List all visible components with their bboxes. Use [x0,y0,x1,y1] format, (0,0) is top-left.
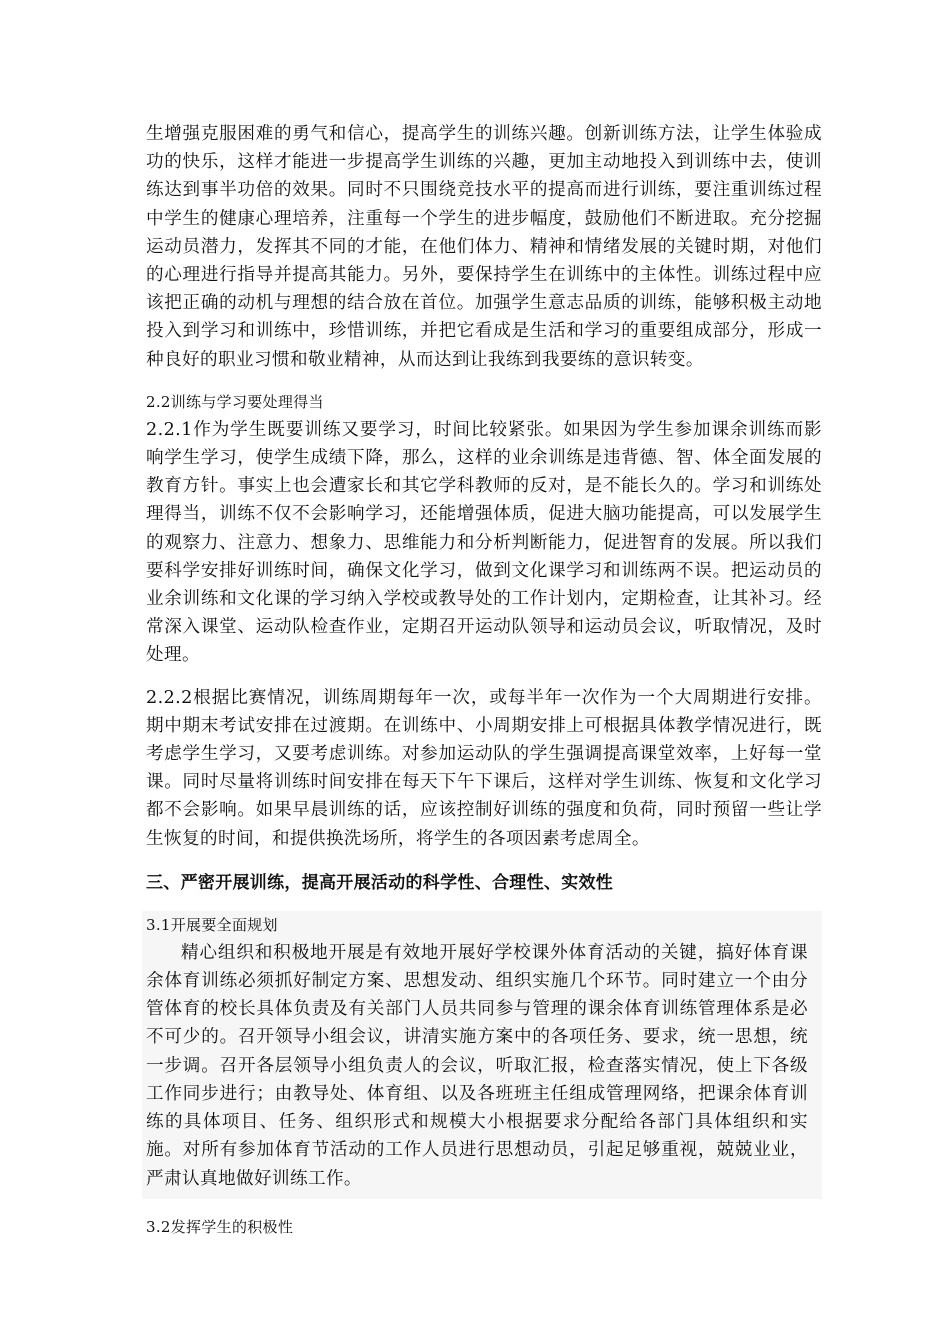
document-page [146,120,822,1241]
paragraph-3-1: 精心组织和积极地开展是有效地开展好学校课外体育活动的关键，搞好体育课余体育训练必须抓好制定方案、思想发动、组织实施几个环节。同时建立一个由分管体育的校长具体负责及有关部门人员共同参与管理的课余体育训练管理体系是必不可少的。召开领导小组会议，讲清实施方案中的各项任务、要求，统一思想，统一步调。召开各层领导小组负责人的会议，听取汇报，检查落实情况，使上下各级工作同步进行；由教导处、体育组、以及各班班主任组成管理网络，把课余体育训练的具体项目、任务、组织形式和规模大小根据要求分配给各部门具体组织和实施。对所有参加体育节活动的工作人员进行思想动员，引起足够重视，兢兢业业，严肃认真地做好训练工作。 [146,942,808,1189]
paragraph-2-2-1: 2.2.1作为学生既要训练又要学习，时间比较紧张。如果因为学生参加课余训练而影响学生学习，使学生成绩下降，那么，这样的业余训练是违背德、智、体全面发展的教育方针。事实上也会遭家长和其它学科教师的反对，是不能长久的。学习和训练处理得当，训练不仅不会影响学习，还能增强体质，促进大脑功能提高，可以发展学生的观察力、注意力、想象力、思维能力和分析判断能力，促进智育的发展。所以我们要科学安排好训练时间，确保文化学习，做到文化课学习和训练两不误。把运动员的业余训练和文化课的学习纳入学校或教导处的工作计划内，定期检查，让其补习。经常深入课堂、运动队检查作业，定期召开运动队领导和运动员会议，听取情况，及时处理。 [146,419,822,666]
section-heading-3-1: 3.1开展要全面规划 [146,915,278,934]
chapter-heading-3: 三、严密开展训练，提高开展活动的科学性、合理性、实效性 [146,872,614,893]
paragraph-2-2-2: 2.2.2根据比赛情况，训练周期每年一次，或每半年一次作为一个大周期进行安排。期中期末考试安排在过渡期。在训练中、小周期安排上可根据具体教学情况进行，既考虑学生学习，又要考虑训练。对参加运动队的学生强调提高课堂效率，上好每一堂课。同时尽量将训练时间安排在每天下午下课后，这样对学生训练、恢复和文化学习都不会影响。如果早晨训练的话，应该控制好训练的强度和负荷，同时预留一些让学生恢复的时间，和提供换洗场所，将学生的各项因素考虑周全。 [146,687,822,849]
section-heading-2-2: 2.2训练与学习要处理得当 [146,392,324,411]
paragraph-motivation: 生增强克服困难的勇气和信心，提高学生的训练兴趣。创新训练方法，让学生体验成功的快乐，这样才能进一步提高学生训练的兴趣，更加主动地投入到训练中去，使训练达到事半功倍的效果。同时不只围绕竞技水平的提高而进行训练，要注重训练过程中学生的健康心理培养，注重每一个学生的进步幅度，鼓励他们不断进取。充分挖掘运动员潜力，发挥其不同的才能，在他们体力、精神和情绪发展的关键时期，对他们的心理进行指导并提高其能力。另外，要保持学生在训练中的主体性。训练过程中应该把正确的动机与理想的结合放在首位。加强学生意志品质的训练，能够积极主动地投入到学习和训练中，珍惜训练，并把它看成是生活和学习的重要组成部分，形成一种良好的职业习惯和敬业精神，从而达到让我练到我要练的意识转变。 [146,124,822,370]
section-heading-3-2: 3.2发挥学生的积极性 [146,1217,294,1236]
shaded-section-3-1 [142,911,822,1199]
